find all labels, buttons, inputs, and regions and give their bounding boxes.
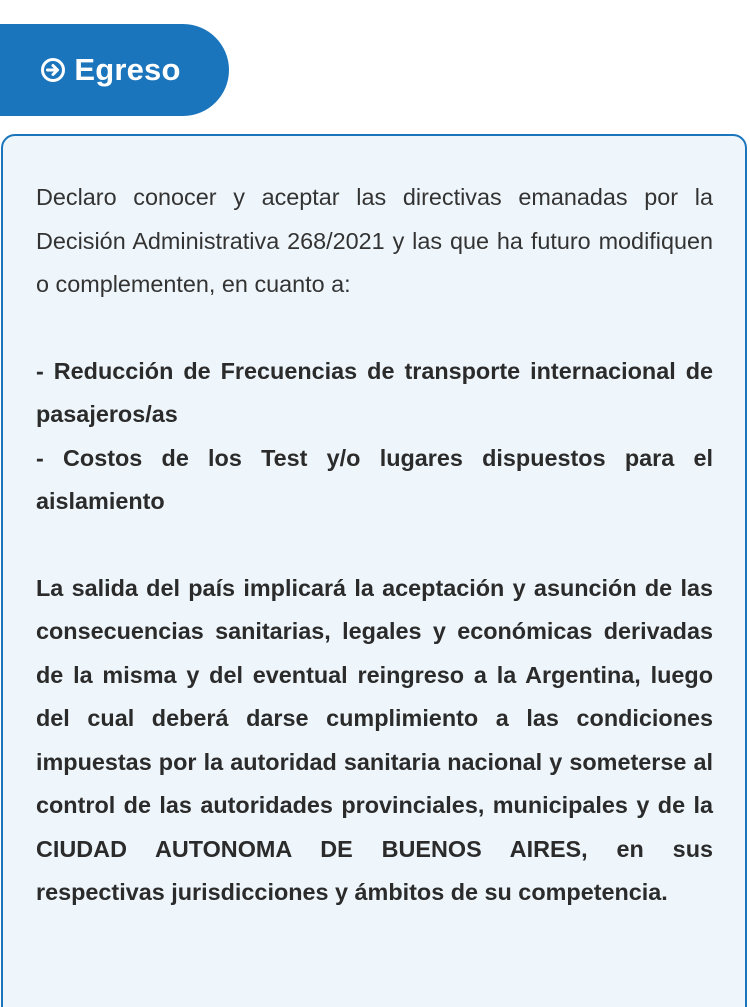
notice-bullet-list: [36, 350, 713, 524]
notice-bullet-text: - Reducción de Frecuencias de transporte internacional de pasajeros/as: [36, 357, 713, 427]
notice-intro: Declaro conocer y aceptar las directivas emanadas por la Decisión Administrativa 268/2021 y las que ha futuro modifiquen o complementen, en cuanto a:: [36, 184, 713, 297]
egreso-button-label: Egreso: [74, 52, 181, 87]
notice-bullet-text: - Costos de los Test y/o lugares dispuestos para el aislamiento: [36, 444, 713, 514]
arrow-circle-right-icon: [40, 57, 66, 83]
notice-declaration: La salida del país implicará la aceptación y asunción de las consecuencias sanitarias, legales y económicas derivadas de la misma y del eventual reingreso a la Argentina, luego del cual deberá darse cumplimiento a las condiciones impuestas por la autoridad sanitaria nacional y someterse al control de las autoridades provinciales, municipales y de la CIUDAD AUTONOMA DE BUENOS AIRES, en sus respectivas jurisdicciones y ámbitos de su competencia.: [36, 574, 713, 905]
notice-bullet-item: [36, 437, 713, 524]
notice-bullet-item: [36, 350, 713, 437]
notice-box: [1, 134, 747, 1007]
egreso-button[interactable]: [0, 24, 229, 116]
